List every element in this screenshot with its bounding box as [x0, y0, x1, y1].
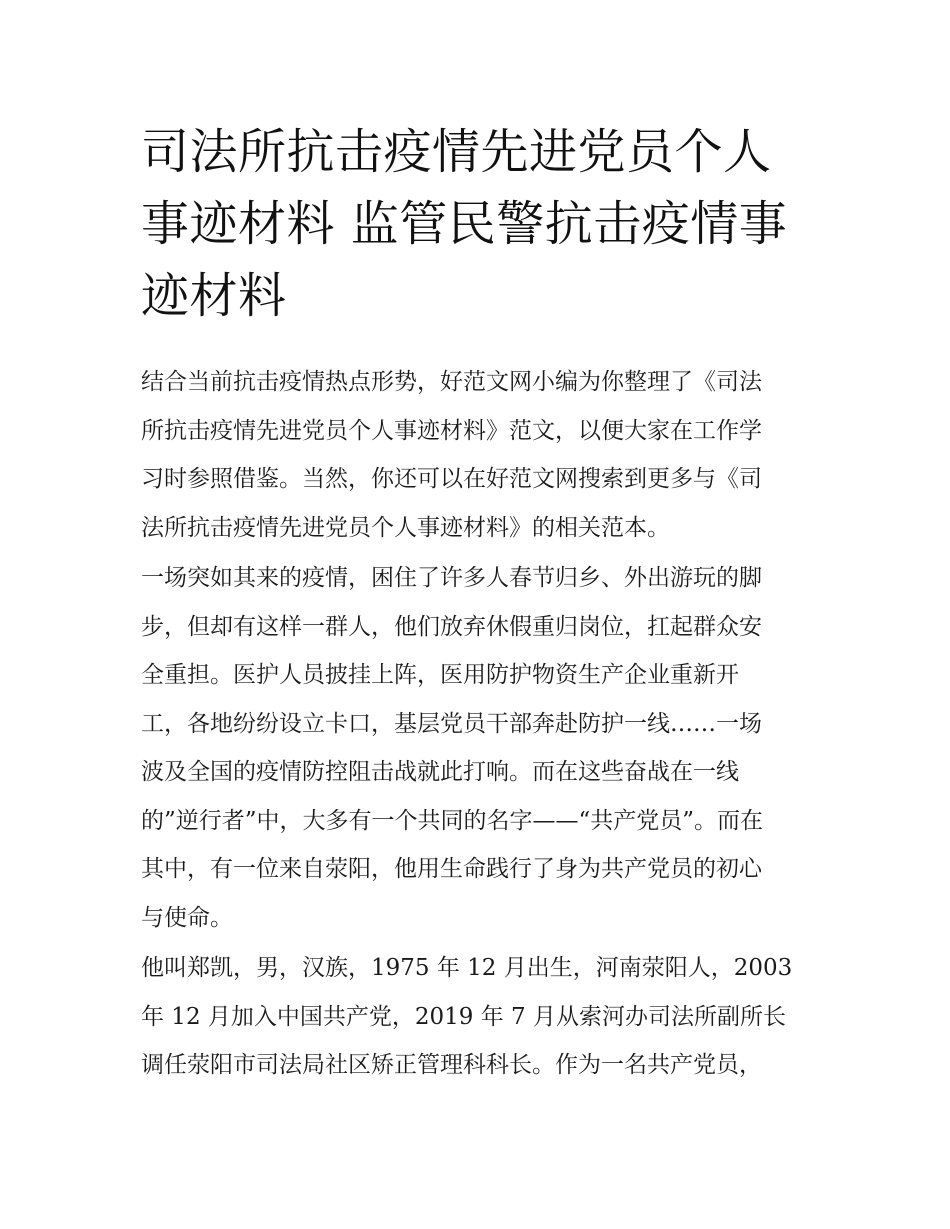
text-line: 波及全国的疫情防控阻击战就此打响。而在这些奋战在一线	[141, 759, 739, 785]
text-line: 的”逆行者”中，大多有一个共同的名字——“共产党员”。而在	[141, 807, 764, 834]
text-line: 法所抗击疫情先进党员个人事迹材料》的相关范本。	[141, 514, 670, 541]
text-line: 习时参照借鉴。当然，你还可以在好范文网搜索到更多与《司	[141, 466, 762, 492]
text-line: 其中，有一位来自荥阳，他用生命践行了身为共产党员的初心	[141, 856, 762, 882]
paragraph-profile	[141, 944, 816, 1090]
title-line: 司法所抗击疫情先进党员个人	[141, 124, 772, 180]
text-line: 结合当前抗击疫情热点形势，好范文网小编为你整理了《司法	[141, 369, 762, 395]
text-line: 全重担。医护人员披挂上阵，医用防护物资生产企业重新开	[141, 662, 739, 688]
paragraph-intro	[141, 358, 816, 552]
document-title	[141, 116, 816, 332]
text-line: 年 12 月加入中国共产党，2019 年 7 月从索河办司法所副所长	[141, 1003, 786, 1030]
text-line: 调任荥阳市司法局社区矫正管理科科长。作为一名共产党员，	[141, 1052, 762, 1078]
text-line: 他叫郑凯，男，汉族，1975 年 12 月出生，河南荥阳人，2003	[141, 955, 793, 981]
text-line: 步，但却有这样一群人，他们放弃休假重归岗位，扛起群众安	[141, 613, 762, 640]
document-content	[141, 116, 816, 1090]
text-line: 所抗击疫情先进党员个人事迹材料》范文，以便大家在工作学	[141, 417, 762, 444]
paragraph-background	[141, 554, 816, 942]
title-line: 事迹材料 监管民警抗击疫情事	[141, 196, 788, 252]
text-line: 工，各地纷纷设立卡口，基层党员干部奔赴防护一线……一场	[141, 710, 762, 737]
text-line: 一场突如其来的疫情，困住了许多人春节归乡、外出游玩的脚	[141, 565, 762, 591]
document-body	[141, 358, 816, 1090]
text-line: 与使命。	[141, 904, 233, 931]
title-line: 迹材料	[141, 268, 287, 324]
